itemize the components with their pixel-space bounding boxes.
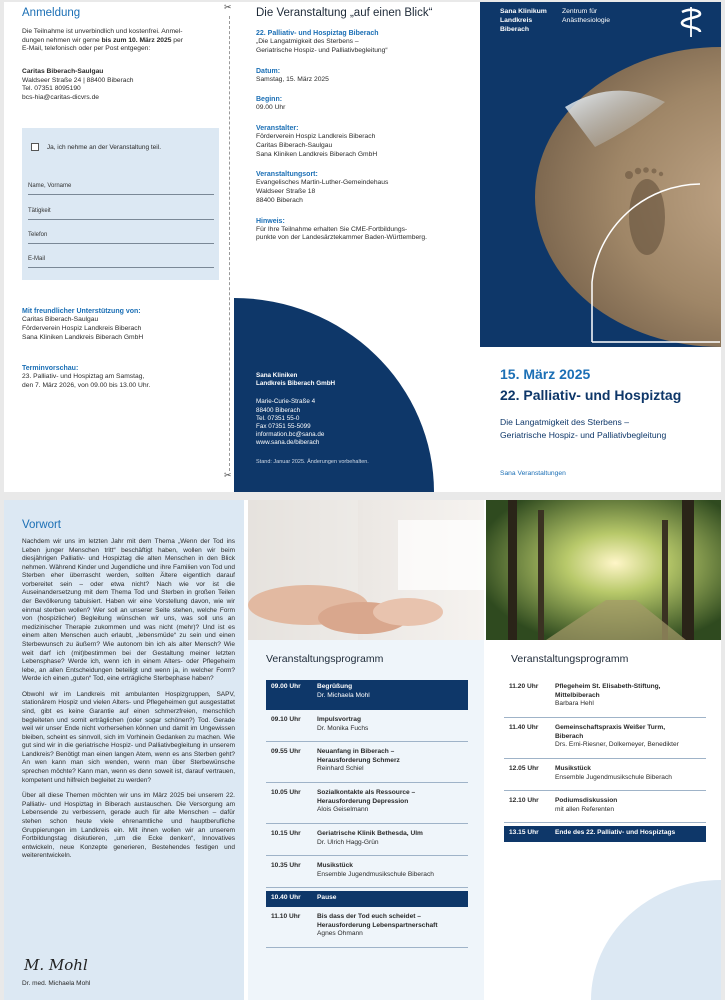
program-content — [317, 716, 467, 733]
contact-web[interactable]: www.sana.de/biberach — [256, 439, 320, 447]
intro-line: dungen nehmen wir gerne bis zum 10. März 2025 per — [22, 36, 183, 44]
program-title: Gemeinschaftspraxis Weißer Turm, — [555, 724, 666, 731]
scissors-icon: ✂ — [224, 470, 232, 480]
scissors-icon: ✂ — [224, 2, 232, 12]
program-title: Biberach — [555, 732, 584, 740]
program-time: 12.10 Uhr — [509, 797, 539, 804]
brand-line: Biberach — [500, 26, 530, 34]
panel-program-right — [486, 500, 721, 1000]
program-content — [555, 797, 705, 814]
participation-checkbox[interactable] — [31, 143, 39, 151]
program-title: Geriatrische Klinik Bethesda, Ulm — [317, 830, 423, 837]
begin-label: Beginn: — [256, 96, 283, 104]
overview-heading: Die Veranstaltung „auf einen Blick“ — [256, 7, 433, 19]
program-title: Herausforderung Schmerz — [317, 756, 400, 764]
program-content — [555, 765, 705, 782]
program-time: 10.40 Uhr — [271, 894, 301, 901]
anmeldung-address — [22, 68, 222, 103]
program-content — [317, 830, 467, 847]
contact-name: Landkreis Biberach GmbH — [256, 380, 336, 388]
program-content — [317, 789, 467, 815]
email-field[interactable] — [28, 267, 214, 268]
vorwort-paragraph: Nachdem wir uns im letzten Jahr mit dem Thema „Wenn der Tod ins Leben junger Menschen tritt“ beschäftigt haben, wollen wir beim diesjährigen Palliativ- und Hospiztag die alten Menschen in den Blick nehmen. Während Kinder und Jugendliche und ihre Familien von Tod und Sterben eher überrascht werden, sollten Ältere eigentlich darauf vorbereitet sein – oder etwa nicht? Nach wie vor ist die Auseinandersetzung mit dem Thema Tod und Sterben in großen Teilen der Bevölkerung tabuisiert. Haben wir eine Vorstellung davon, wie wir einmal sterben wollen? Wer soll an unserer Seite stehen, welche Form von (hospizlicher) Begleitung wünschen wir uns, was soll uns an medizinischer Therapie zukommen und was nicht (mehr)? Und ist es einem alten Menschen auch erlaubt, „lebensmüde“ zu sein und einen Sterbewunsch zu äußern? Wie autonom bin ich als alter Mensch? Wie weit darf ich (mit)bestimmen bei der Gestaltung meiner letzten Lebensphase? Werde ich, wenn ich in einem Alters- oder Pflegeheim lebe, an allen Entscheidungen beteiligt und wenn ja, in welcher Form? Werde ich einen „guten“ Tod, eine erträgliche Sterbephase haben? — [22, 538, 235, 683]
panel-vorwort — [4, 500, 244, 1000]
program-title: Musikstück — [317, 862, 353, 869]
name-label: Name, Vorname — [28, 183, 72, 189]
program-speaker: Dr. Michaela Mohl — [317, 691, 370, 699]
contact-name: Sana Kliniken — [256, 372, 298, 379]
org-phone: Tel. 07351 8095190 — [22, 85, 81, 93]
preview-line: den 7. März 2026, von 09.00 bis 13.00 Uhr. — [22, 381, 151, 389]
program-content — [555, 829, 705, 838]
cover-subtitle-line: Die Langatmigkeit des Sterbens – — [500, 417, 629, 427]
program-separator — [266, 741, 468, 742]
cover-title: 22. Palliativ- und Hospiztag — [500, 387, 682, 403]
overview-details — [256, 29, 471, 243]
panel-anmeldung — [4, 2, 231, 492]
brand-line: Landkreis — [500, 17, 533, 25]
phone-field[interactable] — [28, 243, 214, 244]
program-time: 09.00 Uhr — [271, 683, 301, 690]
cover-date: 15. März 2025 — [500, 366, 591, 382]
date-value: Samstag, 15. März 2025 — [256, 75, 329, 83]
contact-block — [256, 372, 426, 467]
support-line: Förderverein Hospiz Landkreis Biberach — [22, 324, 142, 332]
event-subtitle: „Die Langatmigkeit des Sterbens – — [256, 38, 359, 46]
program-heading: Veranstaltungsprogramm — [266, 653, 384, 665]
program-content — [317, 894, 467, 903]
program-content — [317, 683, 467, 700]
brand-line: Sana Klinikum — [500, 8, 547, 15]
program-speaker: Ensemble Jugendmusikschule Biberach — [555, 773, 672, 781]
begin-value: 09.00 Uhr — [256, 104, 286, 112]
program-content — [555, 683, 705, 709]
sana-logo-icon — [676, 6, 706, 38]
program-time: 11.10 Uhr — [271, 913, 301, 920]
program-speaker: Agnes Ohmann — [317, 930, 363, 938]
venue-line: Evangelisches Martin-Luther-Gemeindehaus — [256, 179, 389, 187]
stand-note: Stand: Januar 2025. Änderungen vorbehalten. — [256, 459, 369, 466]
program-speaker: Dr. Monika Fuchs — [317, 724, 369, 732]
program-title: Podiumsdiskussion — [555, 797, 618, 804]
email-label: E-Mail — [28, 256, 46, 262]
note-line: punkte von der Landesärztekammer Baden-Württemberg. — [256, 234, 427, 242]
venue-line: Waldseer Straße 18 — [256, 188, 316, 196]
cover-subtitle — [500, 416, 666, 443]
anmeldung-intro — [22, 28, 222, 54]
event-title: 22. Palliativ- und Hospiztag Biberach — [256, 30, 379, 37]
anmeldung-heading: Anmeldung — [22, 7, 81, 19]
hands-photo — [248, 500, 484, 640]
brand-block — [500, 7, 547, 35]
program-title: Begrüßung — [317, 683, 353, 690]
program-row — [266, 745, 468, 783]
cover-subtitle-line: Geriatrische Hospiz- und Palliativbegleitung — [500, 430, 667, 441]
program-row — [266, 910, 468, 948]
program-title: Impulsvortrag — [317, 716, 361, 723]
contact-city: 88400 Biberach — [256, 406, 301, 414]
registration-form — [22, 128, 219, 280]
org-address: Waldseer Straße 24 | 88400 Biberach — [22, 76, 134, 84]
program-speaker: Dr. Ulrich Hagg-Grün — [317, 838, 379, 846]
program-separator — [266, 947, 468, 948]
corner-shape — [591, 880, 721, 1000]
program-separator — [504, 790, 706, 791]
org-name: Caritas Biberach-Saulgau — [22, 68, 104, 75]
support-line: Sana Kliniken Landkreis Biberach GmbH — [22, 333, 144, 341]
note-label: Hinweis: — [256, 217, 285, 225]
note-line: Für Ihre Teilnahme erhalten Sie CME-Fortbildungs- — [256, 225, 408, 233]
cover-footer: Sana Veranstaltungen — [500, 470, 566, 477]
panel-program-left — [248, 500, 484, 1000]
program-title: Musikstück — [555, 765, 591, 772]
program-speaker: Drs. Erni-Riesner, Dolkemeyer, Benedikter — [555, 741, 679, 749]
venue-line: 88400 Biberach — [256, 196, 303, 204]
program-row — [266, 827, 468, 856]
program-row — [504, 794, 706, 823]
contact-phone: Tel. 07351 55-0 — [256, 414, 300, 422]
program-row — [266, 680, 468, 710]
program-row — [504, 762, 706, 791]
intro-line: Die Teilnahme ist unverbindlich und kostenfrei. Anmel- — [22, 28, 183, 35]
cut-line — [229, 16, 230, 471]
host-label: Veranstalter: — [256, 125, 299, 133]
contact-email[interactable]: information.bc@sana.de — [256, 431, 325, 439]
program-time: 10.15 Uhr — [271, 830, 301, 837]
dept-block — [562, 7, 610, 25]
job-field[interactable] — [28, 219, 214, 220]
dept-line: Anästhesiologie — [562, 17, 610, 25]
program-speaker: mit allen Referenten — [555, 805, 615, 813]
program-row — [266, 891, 468, 907]
forest-photo — [486, 500, 721, 640]
program-separator — [504, 717, 706, 718]
intro-line: E-Mail, telefonisch oder per Post entgegen: — [22, 45, 151, 53]
participation-checkbox-row[interactable] — [31, 143, 161, 152]
program-row — [266, 713, 468, 742]
contact-fax: Fax 07351 55-5099 — [256, 422, 311, 430]
program-separator — [266, 887, 468, 888]
signer-name: Dr. med. Michaela Mohl — [22, 980, 91, 987]
date-label: Datum: — [256, 67, 281, 75]
program-content — [317, 748, 467, 774]
program-row — [504, 721, 706, 759]
program-heading: Veranstaltungsprogramm — [511, 653, 629, 665]
brochure-inside — [4, 500, 721, 1000]
program-time: 11.40 Uhr — [509, 724, 539, 731]
program-time: 09.55 Uhr — [271, 748, 301, 755]
program-row — [504, 680, 706, 718]
cover-outline-shape — [590, 182, 721, 352]
program-title: Pflegeheim St. Elisabeth-Stiftung, — [555, 683, 661, 690]
program-row — [266, 859, 468, 888]
name-field[interactable] — [28, 194, 214, 195]
program-list-left — [266, 680, 468, 980]
program-title: Sozialkontakte als Ressource – — [317, 789, 416, 796]
org-email[interactable]: bcs-hia@caritas-dicvrs.de — [22, 94, 100, 102]
preview-line: 23. Palliativ- und Hospiztag am Samstag, — [22, 373, 145, 381]
program-content — [317, 913, 467, 939]
program-row — [504, 826, 706, 842]
host-line: Förderverein Hospiz Landkreis Biberach — [256, 133, 376, 141]
support-block — [22, 307, 222, 342]
program-separator — [266, 855, 468, 856]
host-line: Sana Kliniken Landkreis Biberach GmbH — [256, 150, 378, 158]
program-speaker: Reinhard Schiel — [317, 765, 364, 773]
program-title: Herausforderung Depression — [317, 797, 409, 805]
checkbox-label: Ja, ich nehme an der Veranstaltung teil. — [46, 143, 161, 151]
phone-label: Telefon — [28, 232, 48, 238]
event-subtitle: Geriatrische Hospiz- und Palliativbegleitung“ — [256, 46, 388, 54]
program-title: Pause — [317, 894, 337, 901]
preview-heading: Terminvorschau: — [22, 365, 79, 372]
program-speaker: Barbara Hehl — [555, 700, 594, 708]
program-time: 10.05 Uhr — [271, 789, 301, 796]
signature: M. Mohl — [24, 956, 88, 974]
program-list-right — [504, 680, 706, 850]
program-time: 09.10 Uhr — [271, 716, 301, 723]
program-separator — [266, 782, 468, 783]
program-separator — [504, 758, 706, 759]
vorwort-text — [22, 538, 235, 868]
program-content — [555, 724, 705, 750]
program-title: Neuanfang in Biberach – — [317, 748, 395, 755]
program-time: 12.05 Uhr — [509, 765, 539, 772]
program-time: 13.15 Uhr — [509, 829, 539, 836]
program-content — [317, 862, 467, 879]
preview-block — [22, 364, 222, 391]
program-separator — [504, 822, 706, 823]
vorwort-paragraph: Über all diese Themen möchten wir uns im März 2025 bei unserem 22. Palliativ- und Hospiztag in Biberach austauschen. Die Versorgung am Lebensende zu verbessern, gerade auch für alte Menschen – dafür stehen schon heute viele ehrenamtliche und hauptberufliche Gruppierungen im Landkreis ein. Mit ihnen wollen wir an unserem Fortbildungstag diskutieren, „um die Ecke denken“, Innovatives entwickeln, neue Konzepte generieren, Bestehendes festigen und weiterentwickeln. — [22, 792, 235, 860]
vorwort-paragraph: Obwohl wir im Landkreis mit ambulanten Hospizgruppen, SAPV, stationärem Hospiz und vielen Alters- und Pflegeheimen gut ausgestattet sind, gibt es keine Garantie auf einen schmerzfreien, menschlich begleiteten und somit erträglichen (oder sogar schönen?) Tod. Gerade weil wir unser Ende nicht vorhersehen können und damit im Ungewissen bleiben, scheint es sinnvoll, sich im Vorhinein Gedanken zu machen. Wie gut sind wir in die geriatrische Hospiz- und Palliativbegleitung in unserem Landkreis? Benötigt man einen langen Atem, wenn es ans Sterben geht? An wen kann man sich wenden, wenn man über Sterbewünsche sprechen möchte? Kann man, wenn es denn soweit ist, darauf vertrauen, kompetent und hilfreich begleitet zu werden? — [22, 690, 235, 784]
panel-cover — [480, 2, 721, 492]
support-line: Caritas Biberach-Saulgau — [22, 316, 99, 324]
panel-overview — [234, 2, 479, 492]
program-speaker: Alois Geiselmann — [317, 806, 369, 814]
program-time: 10.35 Uhr — [271, 862, 301, 869]
program-separator — [266, 823, 468, 824]
host-line: Caritas Biberach-Saulgau — [256, 141, 333, 149]
vorwort-heading: Vorwort — [22, 519, 61, 531]
support-heading: Mit freundlicher Unterstützung von: — [22, 308, 141, 315]
brochure-outside — [4, 2, 721, 492]
job-label: Tätigkeit — [28, 208, 51, 214]
program-title: Mittelbiberach — [555, 691, 600, 699]
program-speaker: Ensemble Jugendmusikschule Biberach — [317, 870, 434, 878]
program-time: 11.20 Uhr — [509, 683, 539, 690]
program-row — [266, 786, 468, 824]
contact-street: Marie-Curie-Straße 4 — [256, 398, 316, 406]
dept-line: Zentrum für — [562, 8, 598, 15]
program-title: Ende des 22. Palliativ- und Hospiztags — [555, 829, 676, 836]
program-title: Herausforderung Lebenspartnerschaft — [317, 921, 438, 929]
venue-label: Veranstaltungsort: — [256, 171, 318, 179]
program-title: Bis dass der Tod euch scheidet – — [317, 913, 421, 920]
